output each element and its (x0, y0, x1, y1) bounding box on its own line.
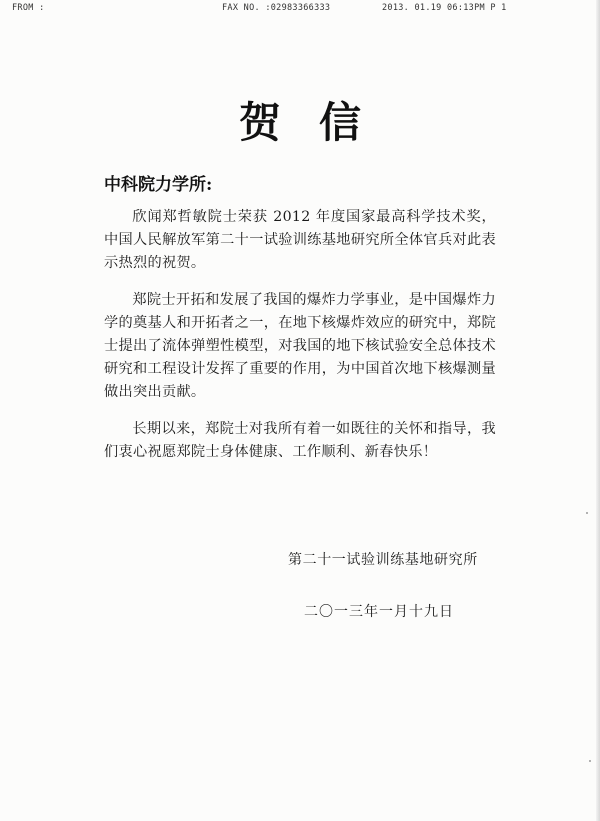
fax-timestamp: 2013. 01.19 06:13PM P 1 (382, 3, 507, 13)
letter-paragraph: 长期以来，郑院士对我所有着一如既往的关怀和指导，我们衷心祝愿郑院士身体健康、工作顺利、新春快乐！ (104, 421, 496, 460)
fax-from: FROM : (12, 3, 45, 13)
letter-paragraph: 欣闻郑哲敏院士荣获 2012 年度国家最高科学技术奖，中国人民解放军第二十一试验训练基地研究所全体官兵对此表示热烈的祝贺。 (104, 209, 496, 271)
scan-speck (586, 512, 588, 514)
fax-number: FAX NO. :02983366333 (222, 3, 331, 13)
letter-signature: 第二十一试验训练基地研究所 (288, 552, 478, 568)
letter-date: 二〇一三年一月十九日 (304, 604, 454, 620)
letter-title: 贺信 (238, 98, 399, 147)
scan-speck (589, 760, 591, 762)
scan-edge (596, 0, 600, 821)
letter-body (104, 206, 496, 478)
letter-paragraph: 郑院士开拓和发展了我国的爆炸力学事业，是中国爆炸力学的奠基人和开拓者之一，在地下核爆炸效应的研究中，郑院士提出了流体弹塑性模型，对我国的地下核试验安全总体技术研究和工程设计发挥了重要的作用，为中国首次地下核爆测量做出突出贡献。 (104, 292, 496, 400)
letter-salutation: 中科院力学所: (104, 175, 213, 195)
fax-header (0, 3, 600, 17)
